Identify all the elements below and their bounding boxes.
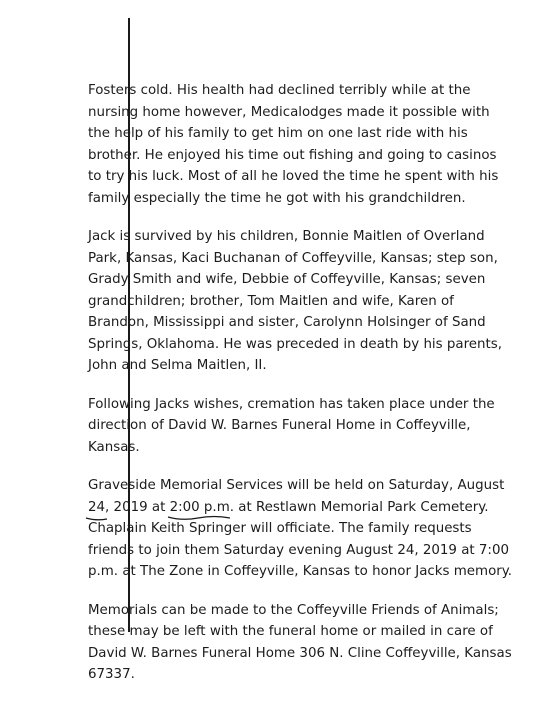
underlined-time (170, 497, 234, 519)
obituary-text (88, 80, 528, 703)
text-line: Fosters cold. His health had declined terribly while at the (88, 83, 471, 98)
text-line: 67337. (88, 667, 135, 682)
time-text: 2:00 p.m. (169, 499, 234, 515)
paragraph-memorials (88, 600, 528, 686)
text-line: to try his luck. Most of all he loved the time he spent with his (88, 169, 499, 184)
text-line: friends to join them Saturday evening August 24, 2019 at 7:00 (88, 542, 509, 558)
text-line: Following Jacks wishes, cremation has taken place under the (88, 396, 495, 412)
text-line: John and Selma Maitlen, II. (88, 358, 267, 373)
handwritten-underline (86, 516, 108, 522)
date-text: 24 (88, 499, 106, 515)
text-line: Springs, Oklahoma. He was preceded in death by his parents, (88, 336, 503, 352)
underlined-date (88, 497, 105, 519)
text-line: brother. He enjoyed his time out fishing and going to casinos (88, 147, 497, 163)
paragraph-health (88, 80, 528, 209)
text-line: Grady Smith and wife, Debbie of Coffeyville, Kansas; seven (88, 272, 486, 287)
text-line-with-underlines (88, 497, 528, 519)
text-line: Graveside Memorial Services will be held on Saturday, August (88, 478, 505, 493)
text-line: grandchildren; brother, Tom Maitlen and wife, Karen of (88, 293, 454, 309)
year-text: , 2019 at (105, 499, 170, 515)
text-line: Park, Kansas, Kaci Buchanan of Coffeyville, Kansas; step son, (88, 250, 498, 266)
paragraph-cremation (88, 394, 528, 459)
paragraph-services (88, 475, 528, 583)
text-line: family especially the time he got with his grandchildren. (88, 190, 466, 206)
text-line: Jack is survived by his children, Bonnie Maitlen of Overland (88, 229, 485, 244)
text-line: Memorials can be made to the Coffeyville Friends of Animals; (88, 602, 499, 618)
text-line: Kansas. (88, 439, 140, 455)
text-line: the help of his family to get him on one last ride with his (88, 126, 468, 141)
paragraph-survivors (88, 226, 528, 377)
text-line: p.m. at The Zone in Coffeyville, Kansas to honor Jacks memory. (88, 564, 513, 579)
text-line: direction of David W. Barnes Funeral Home in Coffeyville, (88, 418, 471, 433)
handwritten-underline (168, 514, 232, 522)
text-line: nursing home however, Medicalodges made it possible with (88, 104, 490, 120)
text-line: Chaplain Keith Springer will officiate. The family requests (88, 521, 472, 536)
text-line: Brandon, Mississippi and sister, Carolynn Holsinger of Sand (88, 315, 486, 330)
location-text: at Restlawn Memorial Park Cemetery. (234, 499, 489, 515)
text-line: David W. Barnes Funeral Home 306 N. Cline Coffeyville, Kansas (88, 645, 512, 661)
text-line: these may be left with the funeral home or mailed in care of (88, 624, 493, 639)
